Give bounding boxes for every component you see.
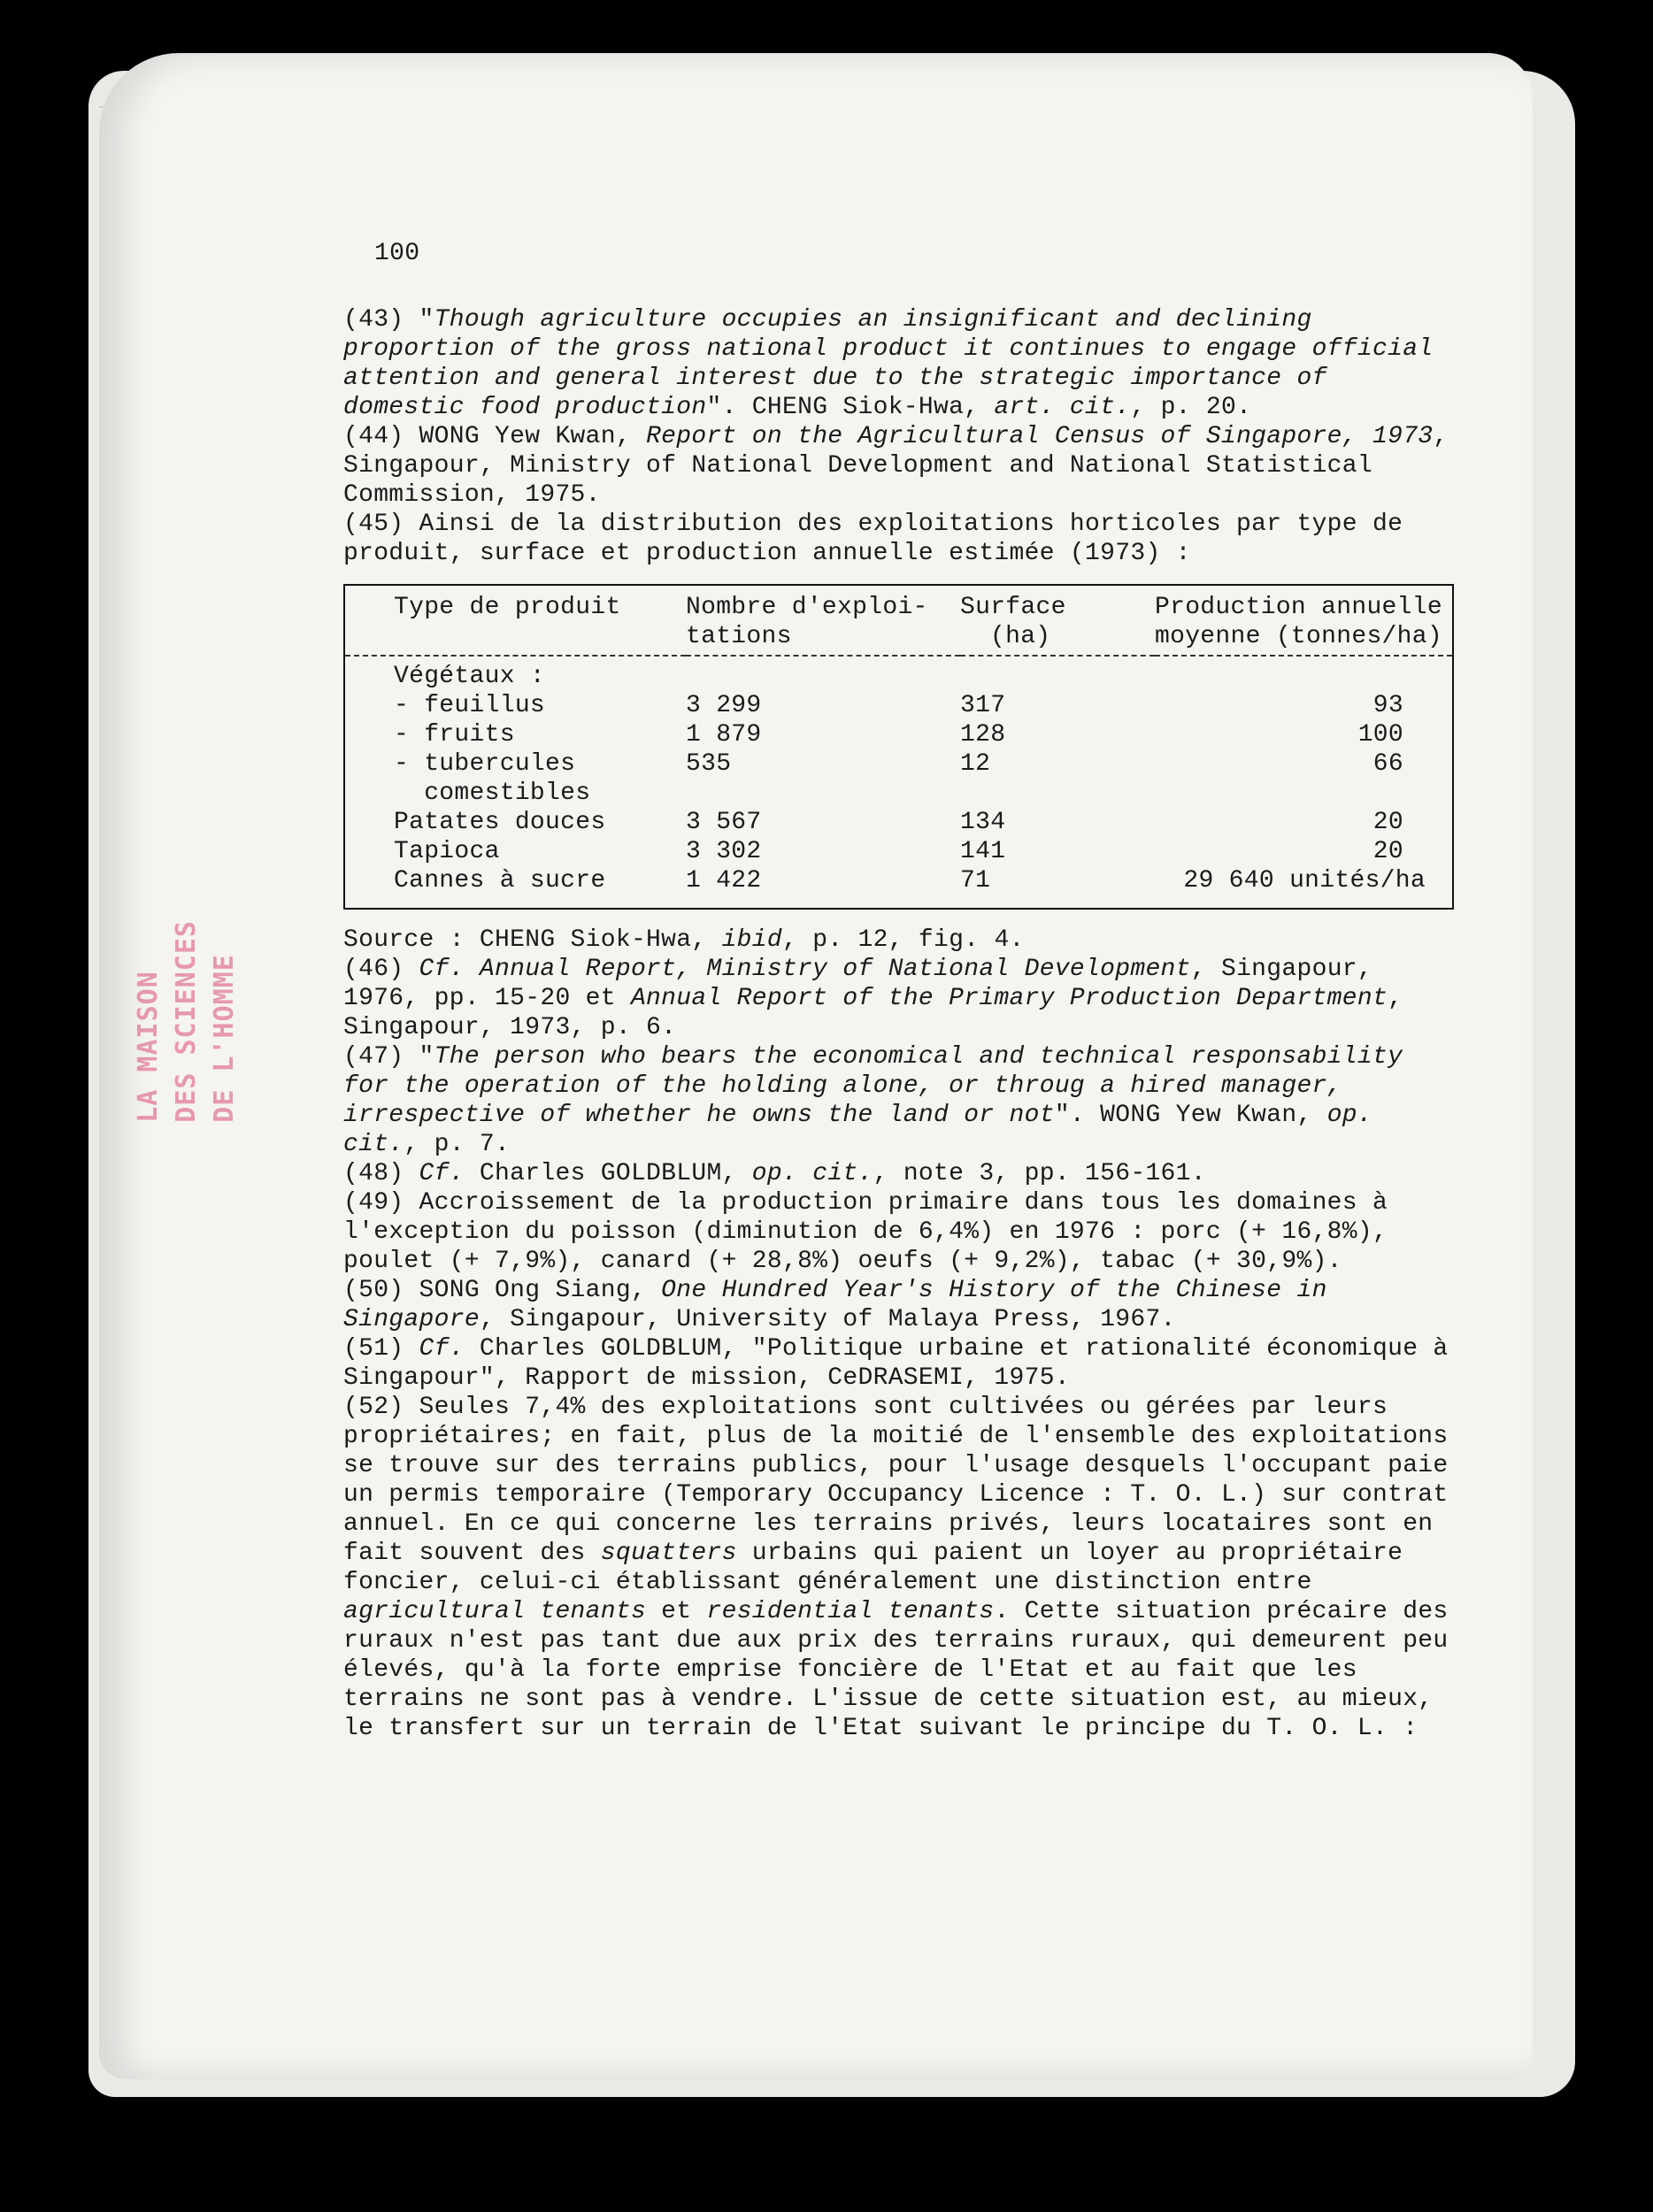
table-row [344, 837, 1453, 866]
footnote-italic-text: Though agriculture occupies an insignificant and declining proportion of the gross national product it continues to engage official attention and general interest due to the strategic importance of domestic food production [343, 306, 1449, 421]
cell-production-text: 93 [1372, 692, 1403, 719]
cell-type-text: comestibles [394, 780, 591, 807]
cell-type [344, 720, 686, 749]
footnote-fn44 [343, 422, 1464, 510]
cell-count [686, 866, 960, 909]
footnote-source [343, 926, 1458, 955]
footnote-text: (47) " [343, 1043, 434, 1071]
footnote-fn51 [343, 1334, 1464, 1393]
cell-count [686, 656, 960, 691]
cell-count-text: 3 567 [686, 809, 762, 836]
footnote-italic-text: Cf. Annual Report, Ministry of National Development [419, 956, 1191, 983]
footnote-italic-text: Cf. [419, 1335, 465, 1363]
library-stamp [133, 920, 247, 1123]
cell-surface [960, 808, 1155, 837]
footnote-text: ". CHENG Siok-Hwa, [706, 394, 995, 421]
footnote-fn47 [343, 1042, 1458, 1159]
cell-surface [960, 779, 1155, 808]
horticulture-table [343, 584, 1454, 910]
cell-type [344, 691, 686, 720]
cell-type-text: Patates douces [394, 809, 606, 836]
cell-type [344, 779, 686, 808]
footnote-text: , Singapour, 1973, p. 6. [343, 985, 1419, 1041]
table-row [344, 866, 1453, 909]
cell-count-text: 535 [686, 750, 732, 778]
footnote-text: (52) Seules 7,4% des exploitations sont cultivées ou gérées par leurs propriétaires; en fait, plus de la moitié de l'ensemble des exploitations se trouve sur des terrains publics, pour l'usage desquels l'occupant paie un permis temporaire (Temporary Occupancy Licence : T. O. L.) sur contrat annuel. En ce qui concerne les terrains privés, leurs locataires sont en fait souvent des [343, 1394, 1464, 1567]
table-row [344, 656, 1453, 691]
footnote-text: , Singapour, Ministry of National Development and National Statistical Commission, 1975. [343, 423, 1464, 509]
footnote-text: . Cette situation précaire des ruraux n'est pas tant due aux prix des terrains ruraux, qui demeurent peu élevés, qu'à la forte emprise foncière de l'Etat et au fait que les terrains ne sont pas à vendre. L'issue de cette situation est, au mieux, le transfert sur un terrain de l'Etat suivant le principe du T. O. L. : [343, 1598, 1464, 1742]
footnote-text: , p. 12, fig. 4. [782, 926, 1025, 954]
footnote-italic-text: art. cit. [994, 394, 1131, 421]
footnote-text: , note 3, pp. 156-161. [873, 1160, 1206, 1187]
cell-surface [960, 837, 1155, 866]
table-row [344, 808, 1453, 837]
footnote-fn46 [343, 955, 1458, 1042]
footnote-text: Charles GOLDBLUM, [464, 1160, 752, 1187]
cell-count [686, 808, 960, 837]
table-row [344, 779, 1453, 808]
cell-count [686, 720, 960, 749]
stamp-line: LA MAISON [133, 971, 164, 1123]
cell-surface-text: 128 [960, 721, 1006, 749]
footnote-text: urbains qui paient un loyer au propriétaire foncier, celui-ci établissant généralement une distinction entre [343, 1540, 1419, 1596]
cell-production [1155, 779, 1453, 808]
cell-production [1155, 656, 1453, 691]
footnotes-bottom [343, 926, 1464, 1743]
cell-count [686, 779, 960, 808]
cell-surface [960, 749, 1155, 779]
cell-surface [960, 866, 1155, 909]
footnote-text: (43) " [343, 306, 434, 334]
footnote-fn43 [343, 305, 1458, 422]
footnote-fn50 [343, 1276, 1458, 1334]
footnote-italic-text: agricultural tenants [343, 1598, 647, 1625]
cell-production-text: 29 640 unités/ha [1183, 867, 1426, 895]
cell-production-text: 20 [1372, 809, 1403, 836]
footnote-fn52 [343, 1393, 1464, 1743]
cell-production-text: 66 [1372, 750, 1403, 778]
cell-type-text: - feuillus [394, 692, 546, 719]
footnote-italic-text: Annual Report of the Primary Production Department [630, 985, 1388, 1012]
cell-count-text: 1 422 [686, 867, 762, 895]
cell-type [344, 866, 686, 909]
page-number: 100 [374, 240, 420, 267]
cell-surface [960, 691, 1155, 720]
footnote-text: (44) WONG Yew Kwan, [343, 423, 647, 450]
cell-surface-text: 71 [960, 867, 991, 895]
footnote-italic-text: The person who bears the economical and technical responsability for the operation of the holding alone, or throug a hired manager, irrespective of whether he owns the land or not [343, 1043, 1419, 1129]
cell-production [1155, 866, 1453, 909]
cell-surface [960, 656, 1155, 691]
table-row [344, 691, 1453, 720]
cell-count [686, 837, 960, 866]
footnote-text: (50) SONG Ong Siang, [343, 1277, 662, 1304]
footnote-text: , Singapour, 1976, pp. 15-20 et [343, 956, 1388, 1012]
footnote-italic-text: residential tenants [706, 1598, 995, 1625]
cell-type-text: Cannes à sucre [394, 867, 606, 895]
cell-surface-text: 134 [960, 809, 1006, 836]
footnotes-top [343, 305, 1464, 568]
cell-type [344, 808, 686, 837]
footnote-text: , Singapour, University of Malaya Press, 1967. [479, 1306, 1176, 1333]
cell-production [1155, 837, 1453, 866]
footnote-text: et [646, 1598, 707, 1625]
header-type: Type de produit [344, 585, 686, 656]
footnote-text: (46) [343, 956, 419, 983]
cell-production [1155, 808, 1453, 837]
cell-count-text: 3 299 [686, 692, 762, 719]
table-body [344, 656, 1453, 909]
cell-count [686, 749, 960, 779]
footnote-text: ". WONG Yew Kwan, [1054, 1102, 1327, 1129]
footnote-text: (45) Ainsi de la distribution des exploitations horticoles par type de produit, surface et production annuelle estimée (1973) : [343, 511, 1419, 567]
cell-production-text: 100 [1357, 721, 1403, 749]
footnote-text: , p. 20. [1130, 394, 1252, 421]
cell-type-text: Végétaux : [394, 663, 546, 690]
cell-count-text: 3 302 [686, 838, 762, 865]
cell-production-text: 20 [1372, 838, 1403, 865]
footnote-italic-text: ibid [721, 926, 782, 954]
cell-type-text: - fruits [394, 721, 515, 749]
cell-type [344, 749, 686, 779]
stamp-line: DES SCIENCES [171, 920, 202, 1123]
footnote-italic-text: Cf. [419, 1160, 465, 1187]
footnote-text: Charles GOLDBLUM, "Politique urbaine et rationalité économique à Singapour", Rapport de mission, CeDRASEMI, 1975. [343, 1335, 1464, 1392]
cell-type [344, 837, 686, 866]
cell-surface-text: 12 [960, 750, 991, 778]
cell-surface [960, 720, 1155, 749]
footnote-text: Source : CHENG Siok-Hwa, [343, 926, 722, 954]
cell-surface-text: 141 [960, 838, 1006, 865]
footnote-fn48 [343, 1159, 1458, 1188]
table-header-row [344, 585, 1453, 656]
cell-production [1155, 691, 1453, 720]
cell-count [686, 691, 960, 720]
cell-count-text: 1 879 [686, 721, 762, 749]
header-production: Production annuelle moyenne (tonnes/ha) [1155, 585, 1453, 656]
footnote-text: (49) Accroissement de la production primaire dans tous les domaines à l'exception du poisson (diminution de 6,4%) en 1976 : porc (+ 16,8%), poulet (+ 7,9%), canard (+ 28,8%) oeufs (+ 9,2%), tabac (+ 30,9%). [343, 1189, 1403, 1275]
stamp-line: DE L'HOMME [209, 954, 240, 1123]
cell-type-text: - tubercules [394, 750, 576, 778]
cell-type [344, 656, 686, 691]
footnote-italic-text: op. cit. [343, 1102, 1388, 1158]
footnote-fn49 [343, 1188, 1458, 1276]
footnote-text: (48) [343, 1160, 419, 1187]
footnote-fn45 [343, 510, 1458, 568]
footnote-italic-text: One Hundred Year's History of the Chinese in Singapore [343, 1277, 1342, 1333]
page-content [343, 239, 1464, 1743]
cell-production [1155, 720, 1453, 749]
footnote-text: , p. 7. [404, 1131, 511, 1158]
table-row [344, 720, 1453, 749]
footnote-text: (51) [343, 1335, 419, 1363]
footnote-italic-text: Report on the Agricultural Census of Singapore, 1973 [646, 423, 1434, 450]
table-row [344, 749, 1453, 779]
footnote-italic-text: op. cit. [751, 1160, 873, 1187]
cell-type-text: Tapioca [394, 838, 500, 865]
header-count: Nombre d'exploi- tations [686, 585, 960, 656]
header-surface: Surface (ha) [960, 585, 1155, 656]
footnote-italic-text: squatters [600, 1540, 737, 1567]
cell-surface-text: 317 [960, 692, 1006, 719]
cell-production [1155, 749, 1453, 779]
